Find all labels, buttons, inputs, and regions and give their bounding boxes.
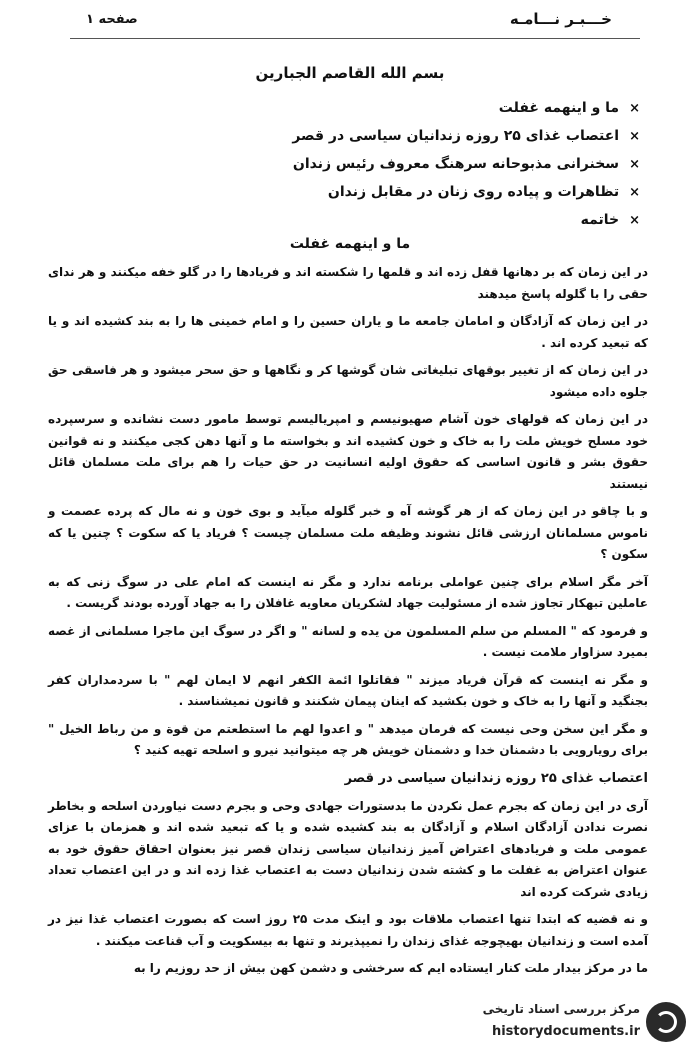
header-divider <box>70 38 640 39</box>
contents-item: ×ما و اینهمه غفلت <box>498 100 640 116</box>
paragraph: و نه قضیه که ابتدا تنها اعتصاب ملاقات بود و اینک مدت ۲۵ روز است که بصورت اعتصاب غذا نیز در آمده است و زندانیان بهیچوجه غذای زندان را نمیپذیرند و تنها به بیسکویت و آب قناعت میکنند . <box>48 912 648 948</box>
paragraph: ما در مرکز بیدار ملت کنار ایستاده ایم که سرخشی و دشمن کهن بیش از حد روزیم را به <box>133 961 648 975</box>
contents-item: ×خاتمه <box>580 212 640 228</box>
paragraph: در این زمان که از تغییر بوقهای تبلیغاتی شان گوشها کر و نگاهها و حق سحر میشود و هر فاسقی حق جلوه داده میشود <box>48 363 648 399</box>
paragraph: و مگر این سخن وحی نیست که فرمان میدهد " و اعدوا لهم ما استطعتم من قوة و من رباط الخیل " برای رویارویی با دشمنان خدا و دشمنان خویش هر چه میتوانید نیرو و اسلحه تهیه کنید ؟ <box>48 721 648 757</box>
paragraph: آری در این زمان که بجرم عمل نکردن ما بدستورات جهادی وحی و بجرم دست نیاوردن اسلحه و بخاطر نصرت ندادن آزادگان اسلام و آزادگان به بند کشیده شده و یا که تبعید شده اند و همزمان با عزای عمومی ملت و فریادهای اعتراض آمیز زندانیان سیاسی زندان قصر نیز بعنوان احقاق حقوق خود به عنوان اعتراض به غفلت ما و کشته شدن زندانیان دست به اعتصاب غذا زده اند و در این اعتصاب تعداد زیادی شرکت کرده اند <box>48 798 648 899</box>
page-number: صفحه ۱ <box>86 12 138 27</box>
contents-item: ×سخنرانی مذبوحانه سرهنگ معروف رئیس زندان <box>292 156 640 172</box>
paragraph: در این زمان که قولهای خون آشام صهیونیسم و امپریالیسم توسط مامور دست نشانده و سرسپرده خود مسلح خویش ملت را به خاک و خون کشیده اند و بخواسته ما و آنها دهن کجی میکنند و نه قوانین حقوق بشر و قانون اساسی که حقوق اولیه انسانیت در حق حیات را هم برای ملت مسلمان قائل نیستند <box>48 412 648 491</box>
paragraph: در این زمان که آزادگان و امامان جامعه ما و یاران حسین را و امام خمینی ها را به بند کشیده اند و یا که تبعید کرده اند . <box>48 314 648 350</box>
paragraph: و با چاقو در این زمان که از هر گوشه آه و خبر گلوله میآید و بوی خون و نه مال که پرده عصمت و ناموس مسلمانان ارزشی قائل نشوند وظیفه ملت مسلمان چیست ؟ فریاد یا که سکوت ؟ چنین یا که سکون ؟ <box>48 504 648 561</box>
newsletter-title: خـــبـر نـــامـه <box>509 10 612 28</box>
contents-item: ×اعتصاب غذای ۲۵ روزه زندانیان سیاسی در قصر <box>292 128 640 144</box>
bullet-icon: × <box>629 185 640 200</box>
basmala: بسم الله القاصم الجبارين <box>255 64 445 82</box>
bullet-icon: × <box>629 213 640 228</box>
paragraph: و فرمود که " المسلم من سلم المسلمون من یده و لسانه " و اگر در سوگ این ماجرا مسلمانی از غصه بمیرد سزاوار ملامت نیست . <box>48 623 648 659</box>
watermark-url: historydocuments.ir <box>491 1024 640 1039</box>
archive-logo-icon <box>646 1002 686 1042</box>
section-title-neglect: ما و اینهمه غفلت <box>289 236 411 252</box>
bullet-icon: × <box>629 157 640 172</box>
bullet-icon: × <box>629 129 640 144</box>
archive-watermark <box>448 1000 688 1048</box>
contents-item: ×تظاهرات و پیاده روی زنان در مقابل زندان <box>327 184 640 200</box>
contents-list <box>140 100 640 240</box>
section-title-hunger-strike: اعتصاب غذای ۲۵ روزه زندانیان سیاسی در قصر <box>344 770 648 786</box>
paragraph: آخر مگر اسلام برای چنین عواملی برنامه ندارد و مگر نه اینست که امام علی در سوگ زنی که به عاملین تبهکار تجاوز شده از مسئولیت جهاد لشکریان معاویه غافلان را به جهاد آورده بودند گریست . <box>48 574 648 610</box>
paragraph: و مگر نه اینست که قرآن فریاد میزند " فقاتلوا ائمة الکفر انهم لا ایمان لهم " با سردمداران کفر بجنگید و آنها را به خاک و خون بکشید که اینان پیمان شکنند و قانون نمیشناسند . <box>48 672 648 708</box>
paragraph: در این زمان که بر دهانها قفل زده اند و قلمها را شکسته اند و فریادها را در گلو خفه میکنند و هر ندای حقی را با گلوله پاسخ میدهند <box>48 265 648 301</box>
bullet-icon: × <box>629 101 640 116</box>
watermark-name: مرکز بررسی اسناد تاریخی <box>482 1002 640 1016</box>
article-body <box>48 262 648 986</box>
